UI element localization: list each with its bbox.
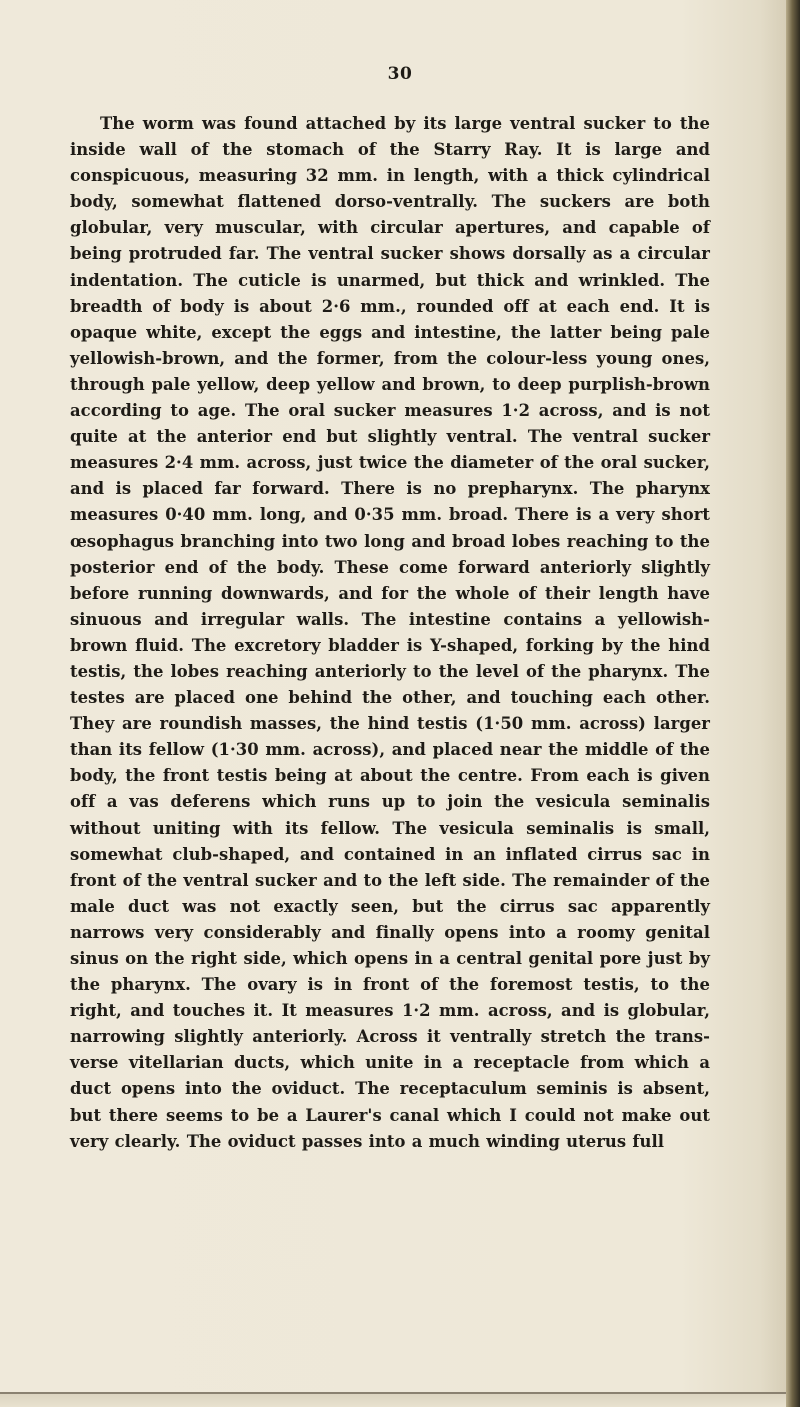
page-number: 30 xyxy=(387,64,413,84)
bottom-margin-shadow xyxy=(0,1394,800,1407)
body-paragraph: The worm was found attached by its large ventral sucker to the inside wall of the stomach of the Starry Ray. It is large and conspicuous, measuring 32 mm. in length, with a thick cylindrical body, somewhat flattened dorso-ventrally. The suckers are both globular, very muscular, with circular apertures, and capable of being protruded far. The ventral sucker shows dorsally as a circular indentation. The cuticle is unarmed, but thick and wrinkled. The breadth of body is about 2·6 mm., rounded off at each end. It is opaque white, except the eggs and intestine, the latter being pale yellowish-brown, and the former, from the colour-less young ones, through pale yellow, deep yellow and brown, to deep purplish-brown according to age. The oral sucker measures 1·2 across, and is not quite at the anterior end but slightly ventral. The ventral sucker measures 2·4 mm. across, just twice the diameter of the oral sucker, and is placed far forward. There is no prepharynx. The pharynx measures 0·40 mm. long, and 0·35 mm. broad. There is a very short œsophagus branching into two long and broad lobes reaching to the posterior end of the body. These come forward anteriorly slightly before running downwards, and for the whole of their length have sinuous and irregular walls. The intestine contains a yellowish-brown fluid. The excretory bladder is Y-shaped, forking by the hind testis, the lobes reaching anteriorly to the level of the pharynx. The testes are placed one behind the other, and touching each other. They are roundish masses, the hind testis (1·50 mm. across) larger than its fellow (1·30 mm. across), and placed near the middle of the body, the front testis being at about the centre. From each is given off a vas deferens which runs up to join the vesicula seminalis without uniting with its fellow. The vesicula seminalis is small, somewhat club-shaped, and contained in an inflated cirrus sac in front of the ventral sucker and to the left side. The remainder of the male duct was not exactly seen, but the cirrus sac apparently narrows very considerably and finally opens into a roomy genital sinus on the right side, which opens in a central genital pore just by the pharynx. The ovary is in front of the foremost testis, to the right, and touches it. It measures 1·2 mm. across, and is globular, narrowing slightly anteriorly. Across it ventrally stretch the trans-verse vitellarian ducts, which unite in a receptacle from which a duct opens into the oviduct. The receptaculum seminis is absent, but there seems to be a Laurer's canal which I could not make out very clearly. The oviduct passes into a much winding uterus full xyxy=(70,114,710,1151)
page-binding-edge xyxy=(786,0,800,1407)
